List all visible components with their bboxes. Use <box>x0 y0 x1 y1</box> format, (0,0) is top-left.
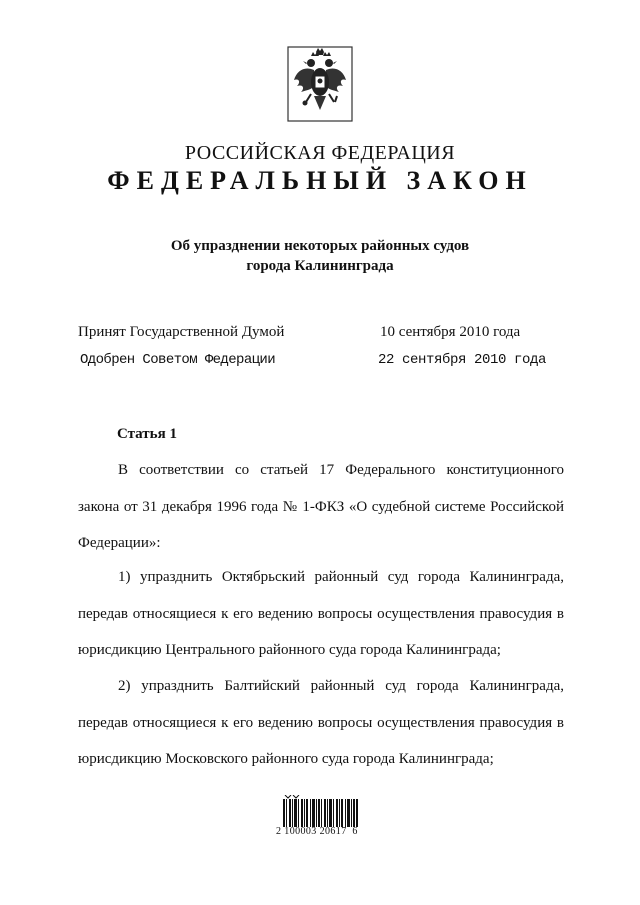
law-type-heading: ФЕДЕРАЛЬНЫЙ ЗАКОН <box>107 166 533 195</box>
law-title <box>0 236 640 276</box>
law-title-line-2: города Калининграда <box>246 258 394 274</box>
article-paragraph: 2) упразднить Балтийский районный суд города Калининграда, передав относящиеся к его ведению вопросы осуществления правосудия в юрисдикцию Московского районного суда города Калининграда; <box>78 678 564 767</box>
law-title-line-1: Об упразднении некоторых районных судов <box>170 238 470 254</box>
coat-of-arms-icon <box>287 46 353 122</box>
adopted-label: Принят Государственной Думой <box>78 324 285 340</box>
article-paragraph: В соответствии со статьей 17 Федерального конституционного закона от 31 декабря 1996 года № 1-ФКЗ «О судебной системе Российской Федерации»: <box>78 462 564 551</box>
country-heading: РОССИЙСКАЯ ФЕДЕРАЦИЯ <box>184 142 456 164</box>
approved-date: 22 сентября 2010 года <box>378 352 547 368</box>
barcode-number: 2 100003 20617 6 <box>276 826 358 837</box>
barcode-icon <box>283 795 359 827</box>
approved-label: Одобрен Советом Федерации <box>80 352 276 368</box>
adopted-date: 10 сентября 2010 года <box>380 324 521 340</box>
article-heading: Статья 1 <box>117 426 177 442</box>
article-paragraph: 1) упразднить Октябрьский районный суд города Калининграда, передав относящиеся к его ведению вопросы осуществления правосудия в юрисдикцию Центрального районного суда города Калининграда; <box>78 569 564 658</box>
